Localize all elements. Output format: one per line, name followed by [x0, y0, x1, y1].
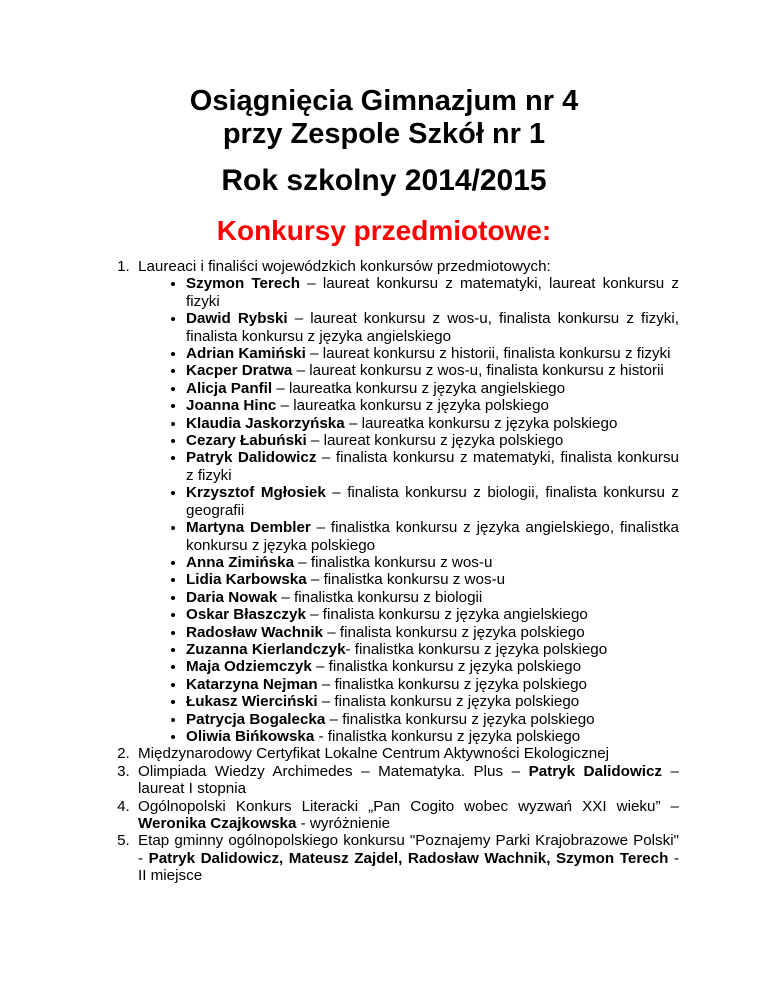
student-name: Patryk Dalidowicz [186, 449, 317, 467]
list-item [134, 832, 679, 884]
document-title-line1: Osiągnięcia Gimnazjum nr 4 [189, 85, 579, 117]
student-achievement: – finalistka konkursu z biologii [277, 588, 483, 606]
student-item [186, 345, 679, 362]
student-item [186, 415, 679, 432]
section-heading: Konkursy przedmiotowe: [216, 215, 552, 246]
student-name: Oskar Błaszczyk [186, 606, 306, 624]
student-achievement: – laureatka konkursu z języka polskiego [344, 414, 618, 432]
student-achievement: – finalistka konkursu z języka polskiego [317, 675, 587, 693]
item4-pre: Ogólnopolski Konkurs Literacki „Pan Cogito wobec wyzwań XXI wieku” – [138, 797, 679, 815]
student-achievement: – laureat konkursu z wos-u, finalista konkursu z historii [292, 362, 664, 380]
item2-text: Międzynarodowy Certyfikat Lokalne Centrum Aktywności Ekologicznej [138, 745, 610, 763]
list-item [134, 258, 679, 745]
student-item [186, 589, 679, 606]
item3-pre: Olimpiada Wiedzy Archimedes – Matematyka. Plus – [138, 762, 529, 780]
student-name: Kacper Dratwa [186, 362, 293, 380]
student-achievement: – laureatka konkursu z języka polskiego [276, 397, 549, 415]
student-achievement: – finalista konkursu z języka angielskiego [305, 606, 588, 624]
student-achievement: – finalista konkursu z biologii, finalista konkursu z geografii [186, 484, 679, 519]
student-item [186, 606, 679, 623]
student-name: Krzysztof Mgłosiek [186, 484, 326, 502]
student-achievement: – laureat konkursu z historii, finalista konkursu z fizyki [305, 345, 671, 363]
student-achievement: – finalista konkursu z języka polskiego [317, 693, 580, 711]
student-item [186, 693, 679, 710]
achievements-content [0, 258, 768, 885]
student-item [186, 432, 679, 449]
student-achievement: – finalistka konkursu z języka angielskiego, finalistka konkursu z języka polskiego [186, 519, 679, 554]
student-achievement: – laureat konkursu z matematyki, laureat konkursu z fizyki [186, 275, 679, 310]
student-achievement: - finalistka konkursu z języka polskiego [345, 640, 608, 658]
student-name: Lidia Karbowska [186, 571, 307, 589]
student-achievement: – laureat konkursu z języka polskiego [306, 432, 564, 450]
student-item [186, 658, 679, 675]
student-name: Patrycja Bogalecka [186, 710, 326, 728]
student-achievement: – finalistka konkursu z wos-u [306, 571, 506, 589]
student-name: Oliwia Bińkowska [186, 727, 315, 745]
student-item [186, 362, 679, 379]
students-list [138, 275, 679, 745]
student-name: Radosław Wachnik [186, 623, 323, 641]
item3-post: – laureat I stopnia [138, 762, 680, 798]
student-item [186, 484, 679, 519]
student-item [186, 624, 679, 641]
student-achievement: – finalistka konkursu z wos-u [294, 553, 493, 571]
item5-pre: Etap gminny ogólnopolskiego konkursu "Poznajemy Parki Krajobrazowe Polski" - [138, 832, 679, 867]
student-name: Maja Odziemczyk [186, 658, 312, 676]
student-item [186, 380, 679, 397]
student-item [186, 449, 679, 484]
list-item [134, 745, 679, 762]
school-year-heading: Rok szkolny 2014/2015 [221, 164, 547, 197]
student-name: Dawid Rybski [186, 310, 288, 328]
student-name: Szymon Terech [186, 275, 301, 293]
document-title-line2: przy Zespole Szkół nr 1 [222, 118, 546, 150]
item4-post: - wyróżnienie [296, 815, 391, 832]
student-name: Daria Nowak [186, 588, 278, 606]
student-name: Joanna Hinc [186, 397, 277, 415]
item3-name: Patryk Dalidowicz [528, 762, 663, 780]
student-name: Alicja Panfil [186, 379, 273, 397]
student-name: Zuzanna Kierlandczyk [186, 640, 346, 658]
student-item [186, 310, 679, 345]
list-item [134, 763, 679, 798]
student-item [186, 519, 679, 554]
student-name: Katarzyna Nejman [186, 675, 318, 693]
student-item [186, 571, 679, 588]
student-name: Anna Zimińska [186, 553, 295, 571]
student-item [186, 641, 679, 658]
student-name: Klaudia Jaskorzyńska [186, 414, 345, 432]
student-name: Cezary Łabuński [186, 432, 307, 450]
student-item [186, 554, 679, 571]
student-item [186, 397, 679, 414]
student-name: Łukasz Wierciński [186, 693, 318, 711]
student-achievement: - finalistka konkursu z języka polskiego [314, 727, 581, 745]
student-name: Adrian Kamiński [186, 345, 306, 363]
student-name: Martyna Dembler [186, 519, 311, 537]
achievements-list [0, 258, 679, 885]
student-item [186, 711, 679, 728]
item5-post: - II miejsce [138, 849, 679, 885]
student-item [186, 676, 679, 693]
student-achievement: – finalista konkursu z matematyki, finalista konkursu z fizyki [186, 449, 680, 484]
student-achievement: – finalistka konkursu z języka polskiego [325, 710, 595, 728]
student-achievement: – laureatka konkursu z języka angielskiego [272, 379, 566, 397]
item4-name: Weronika Czajkowska [138, 815, 297, 832]
student-achievement: – finalistka konkursu z języka polskiego [311, 658, 582, 676]
list-item [134, 798, 679, 833]
student-item [186, 728, 679, 745]
item5-name: Patryk Dalidowicz, Mateusz Zajdel, Radosław Wachnik, Szymon Terech [148, 849, 669, 867]
student-achievement: – laureat konkursu z wos-u, finalista konkursu z fizyki, finalista konkursu z języka angielskiego [186, 310, 679, 345]
item1-lead: 1. Laureaci i finaliści wojewódzkich konkursów przedmiotowych: [138, 258, 551, 275]
student-item [186, 275, 679, 310]
student-achievement: – finalista konkursu z języka polskiego [323, 623, 585, 641]
